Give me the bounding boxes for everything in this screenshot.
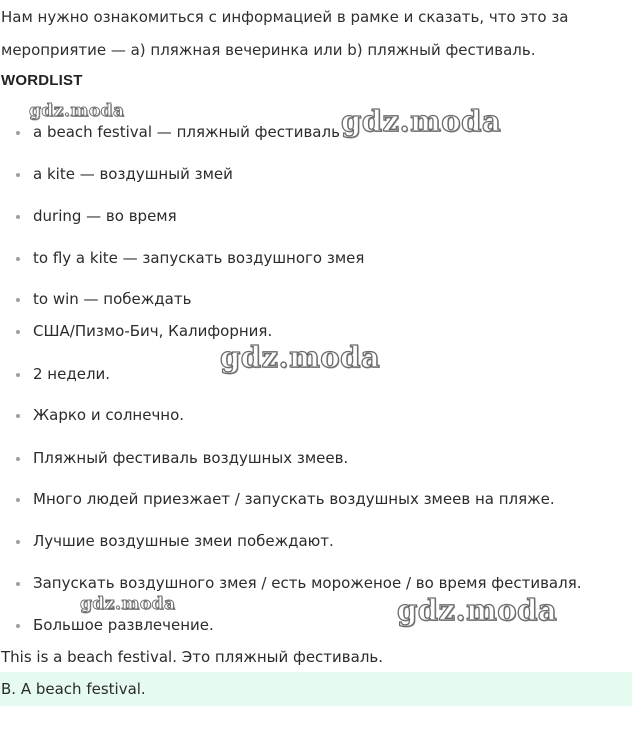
watermark-logo: gdz.moda	[80, 594, 176, 614]
watermark-logo: gdz.moda	[220, 340, 381, 374]
answer-line: This is a beach festival. Это пляжный фестиваль.	[1, 648, 384, 666]
bullet-icon	[16, 498, 20, 502]
bullet-icon	[16, 173, 20, 177]
list-item-text: Лучшие воздушные змеи побеждают.	[33, 532, 334, 550]
watermark-logo: gdz.moda	[397, 593, 558, 627]
answer-highlight-box	[0, 672, 632, 706]
bullet-icon	[16, 215, 20, 219]
answer-highlight-text: B. A beach festival.	[1, 680, 146, 698]
bullet-icon	[16, 298, 20, 302]
bullet-icon	[16, 624, 20, 628]
list-item-text: to win — побеждать	[33, 290, 192, 308]
list-item-text: Много людей приезжает / запускать воздушных змеев на пляже.	[33, 490, 555, 508]
list-item-text: Жарко и солнечно.	[33, 406, 185, 424]
watermark-logo: gdz.moda	[341, 104, 502, 138]
bullet-icon	[16, 373, 20, 377]
list-item-text: during — во время	[33, 207, 177, 225]
list-item-text: Запускать воздушного змея / есть мороженое / во время фестиваля.	[33, 574, 582, 592]
watermark-logo: gdz.moda	[29, 101, 125, 121]
bullet-icon	[16, 131, 20, 135]
wordlist-heading: WORDLIST	[1, 72, 83, 89]
bullet-icon	[16, 540, 20, 544]
bullet-icon	[16, 330, 20, 334]
list-item-text: 2 недели.	[33, 365, 111, 383]
bullet-icon	[16, 257, 20, 261]
list-item-text: Большое развлечение.	[33, 616, 214, 634]
intro-line-1: Нам нужно ознакомиться с информацией в рамке и сказать, что это за	[1, 8, 569, 26]
bullet-icon	[16, 414, 20, 418]
list-item-text: a beach festival — пляжный фестиваль	[33, 123, 340, 141]
list-item-text: a kite — воздушный змей	[33, 165, 233, 183]
list-item-text: США/Пизмо-Бич, Калифорния.	[33, 322, 273, 340]
list-item-text: Пляжный фестиваль воздушных змеев.	[33, 449, 349, 467]
intro-line-2: мероприятие — а) пляжная вечеринка или b) пляжный фестиваль.	[1, 41, 536, 59]
bullet-icon	[16, 457, 20, 461]
list-item-text: to fly a kite — запускать воздушного змея	[33, 249, 365, 267]
bullet-icon	[16, 582, 20, 586]
